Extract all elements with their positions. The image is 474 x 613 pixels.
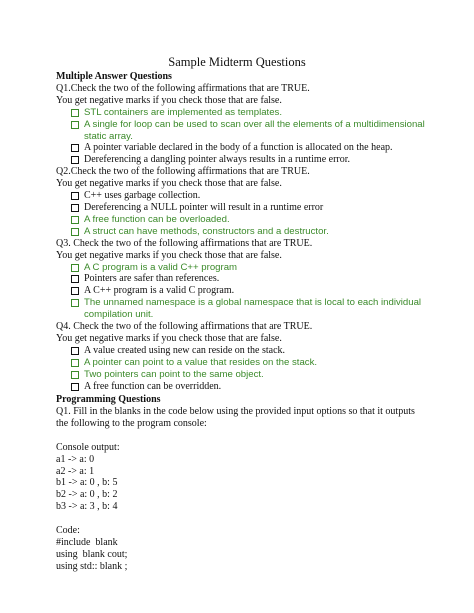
checkbox-icon[interactable] [71, 287, 79, 295]
answer-option[interactable] [56, 190, 426, 202]
console-line: b3 -> a: 3 , b: 4 [56, 501, 118, 513]
answer-option-text: Dereferencing a dangling pointer always results in a runtime error. [84, 154, 351, 166]
answer-option-text: The unnamed namespace is a global namespace that is local to each individual compilation unit. [84, 297, 422, 321]
question-list [56, 83, 426, 393]
checkbox-icon[interactable] [71, 347, 79, 355]
answer-option-text: A free function can be overridden. [84, 380, 222, 392]
code-line: using std:: blank ; [56, 560, 128, 572]
question-3 [56, 238, 426, 321]
console-line: a2 -> a: 1 [56, 465, 95, 477]
answer-option[interactable] [56, 297, 426, 321]
code-line: #include blank [56, 537, 118, 549]
question-note: You get negative marks if you check those that are false. [56, 94, 282, 106]
question-stem: Q3. Check the two of the following affirmations that are TRUE. [56, 237, 313, 249]
answer-option[interactable] [56, 202, 426, 214]
checkbox-icon[interactable] [71, 121, 79, 129]
console-line: a1 -> a: 0 [56, 453, 95, 465]
console-output-label: Console output: [56, 441, 120, 453]
answer-option-text: STL containers are implemented as templates. [84, 106, 283, 118]
answer-option-text: Two pointers can point to the same object. [84, 368, 264, 380]
checkbox-icon[interactable] [71, 371, 79, 379]
answer-option[interactable] [56, 142, 426, 154]
console-output [56, 454, 426, 514]
answer-option[interactable] [56, 154, 426, 166]
checkbox-icon[interactable] [71, 299, 79, 307]
answer-option[interactable] [56, 214, 426, 226]
checkbox-icon[interactable] [71, 204, 79, 212]
answer-option-text: A C program is a valid C++ program [84, 261, 238, 273]
answer-option[interactable] [56, 119, 426, 143]
code-block [56, 537, 426, 573]
page-title: Sample Midterm Questions [168, 55, 306, 69]
answer-option-text: Dereferencing a NULL pointer will result in a runtime error [84, 201, 324, 213]
answer-option-text: A pointer can point to a value that resides on the stack. [84, 356, 318, 368]
answer-option-text: A free function can be overloaded. [84, 213, 230, 225]
question-2 [56, 166, 426, 237]
answer-option[interactable] [56, 357, 426, 369]
multiple-answer-section [56, 71, 426, 392]
question-note: You get negative marks if you check those that are false. [56, 332, 282, 344]
checkbox-icon[interactable] [71, 359, 79, 367]
answer-option-text: A C++ program is a valid C program. [84, 285, 235, 297]
answer-option[interactable] [56, 345, 426, 357]
checkbox-icon[interactable] [71, 228, 79, 236]
answer-option-text: C++ uses garbage collection. [84, 190, 201, 202]
multiple-answer-heading: Multiple Answer Questions [56, 71, 172, 82]
question-stem: Q2.Check the two of the following affirmations that are TRUE. [56, 166, 310, 178]
question-stem: Q4. Check the two of the following affirmations that are TRUE. [56, 321, 313, 333]
programming-heading: Programming Questions [56, 394, 161, 405]
checkbox-icon[interactable] [71, 156, 79, 164]
code-line: using blank cout; [56, 548, 128, 560]
question-note: You get negative marks if you check those that are false. [56, 249, 282, 261]
checkbox-icon[interactable] [71, 264, 79, 272]
answer-option-text: A value created using new can reside on the stack. [84, 344, 286, 356]
checkbox-icon[interactable] [71, 144, 79, 152]
answer-option-text: A struct can have methods, constructors and a destructor. [84, 225, 329, 237]
programming-question-1: Q1. Fill in the blanks in the code below using the provided input options so that it outputs the following to the program console: [56, 405, 415, 429]
answer-option[interactable] [56, 381, 426, 393]
answer-option[interactable] [56, 285, 426, 297]
answer-option-text: A single for loop can be used to scan over all the elements of a multidimensional static array. [84, 118, 425, 142]
answer-option[interactable] [56, 369, 426, 381]
answer-option-text: A pointer variable declared in the body of a function is allocated on the heap. [84, 142, 393, 154]
code-label: Code: [56, 525, 80, 537]
answer-option[interactable] [56, 107, 426, 119]
question-note: You get negative marks if you check those that are false. [56, 178, 282, 190]
answer-option[interactable] [56, 262, 426, 274]
checkbox-icon[interactable] [71, 192, 79, 200]
checkbox-icon[interactable] [71, 216, 79, 224]
question-4 [56, 321, 426, 392]
question-stem: Q1.Check the two of the following affirmations that are TRUE. [56, 82, 310, 94]
answer-option-text: Pointers are safer than references. [84, 273, 220, 285]
checkbox-icon[interactable] [71, 383, 79, 391]
answer-option[interactable] [56, 226, 426, 238]
question-1 [56, 83, 426, 166]
checkbox-icon[interactable] [71, 275, 79, 283]
console-line: b1 -> a: 0 , b: 5 [56, 477, 118, 489]
checkbox-icon[interactable] [71, 109, 79, 117]
answer-option[interactable] [56, 273, 426, 285]
programming-section [56, 394, 426, 573]
console-line: b2 -> a: 0 , b: 2 [56, 489, 118, 501]
